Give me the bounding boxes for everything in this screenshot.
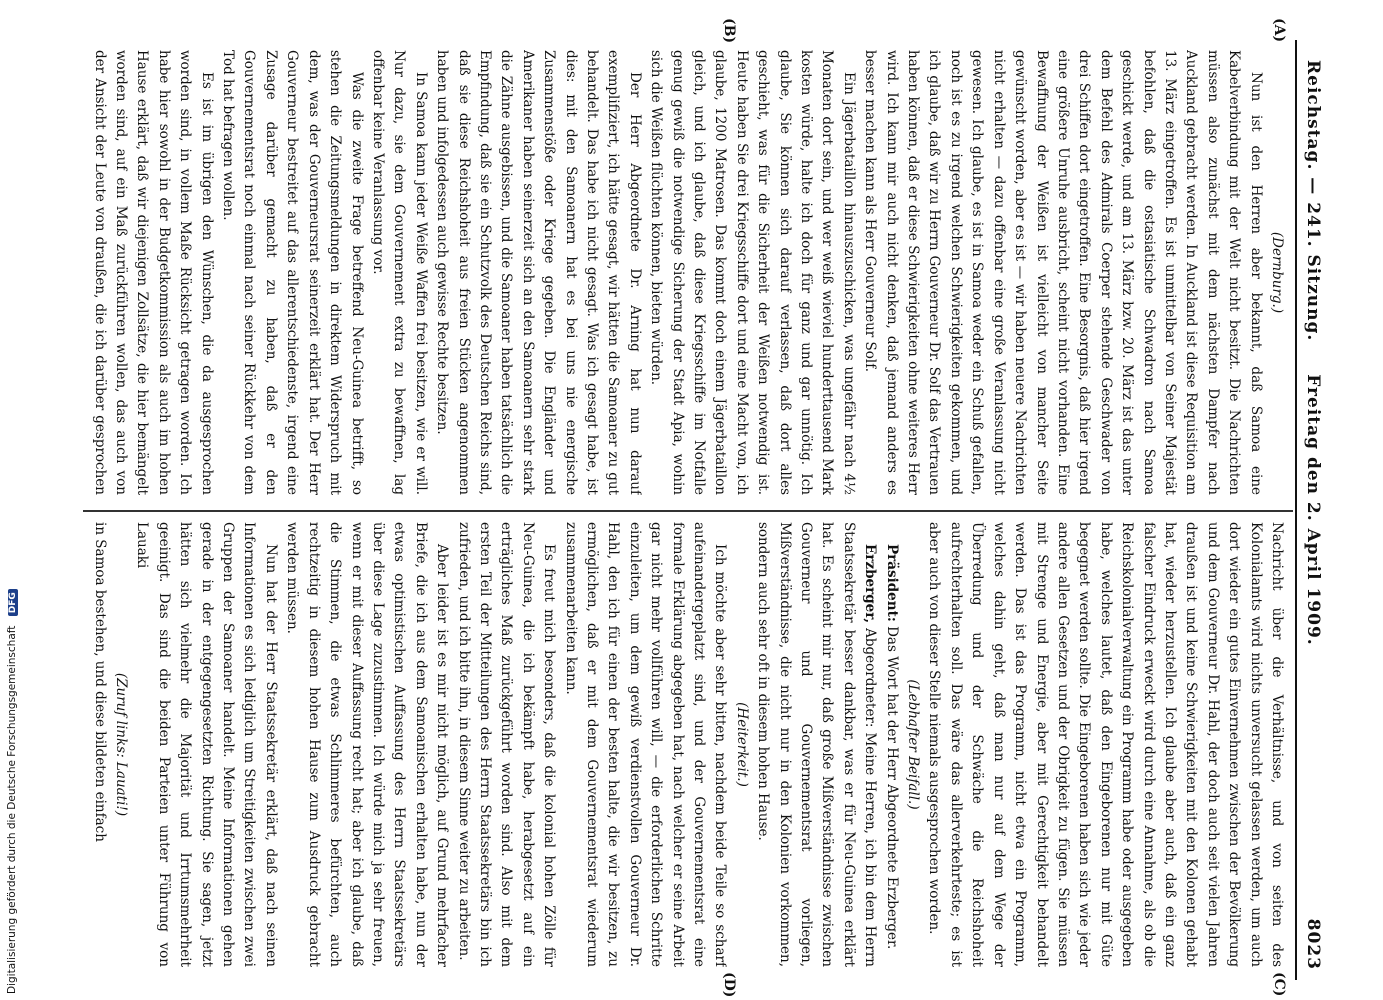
paragraph: Ich möchte aber sehr bitten, nachdem beide Teile so scharf aufeinandergeplatzt sind, und der Gouvernementsrat eine formale Erklärung abgegeben hat, nach welcher er seine Arbeit gar nicht mehr vollführen will, — die erforderlichen Schritte einzuleiten, um dem gewiß verdienstvollen Gouverneur Dr. Hahl, den ich für einen der besten halte, die wir besitzen, zu ermöglichen, daß er mit dem Gouvernementsrat wiederum zusammenarbeiten kann. <box>562 522 729 967</box>
paragraph: Nun hat der Herr Staatssekretär erklärt, daß nach seinen Informationen es sich lediglich um Streitigkeiten zwischen zwei Gruppen der Samoaner handelt. Meine Informationen gehen gerade in der entgegengesetzten Richtung. Sie sagen, jetzt hätten sich vielmehr die Majorität und Irrtumsmehrheit geeinigt. Das sind die beiden Parteien unter Führung von Lauaki <box>134 522 279 967</box>
speaker-name: Präsident: <box>883 544 900 622</box>
column-divider <box>83 510 1293 512</box>
stage-direction: (Heiterkeit.) <box>733 702 750 787</box>
paragraph: Was die zweite Frage betreffend Neu-Guinea betrifft, so stehen die Zeitungsmeldungen in direktem Widerspruch mit dem, was der Gouverneursrat seinerzeit erklärt hat. Der Herr Gouverneur bestreitet auf das allerentschiedenste, irgend eine Zusage darüber gemacht zu haben, daß er den Gouvernementsrat noch einmal nach seiner Rückkehr von dem Tod hat befragen wollen. <box>220 50 365 495</box>
page-header <box>1295 40 1333 980</box>
paragraph: Es ist im übrigen den Wünschen, die da ausgesprochen worden sind, in vollem Maße Rücksicht getragen worden. Ich habe hier sowohl in der Budgetkommission als auch im hohen Hause erklärt, daß wir diejenigen Zollsätze, die hier bemängelt worden sind, auf ein Maß zurückführen wollen, das auch von der Ansicht der Leute von draußen, die ich darüber gesprochen <box>91 50 215 495</box>
paragraph: Aber leider ist es mir nicht möglich, auf Grund mehrfacher Briefe, die ich aus dem Samoanischen erhalten habe, nun der etwas optimistischen Auffassung des Herrn Staatssekretärs über diese Lage zuzustimmen. Ich würde mich ja sehr freuen, wenn er mit dieser Auffassung recht hat; aber ich glaube, daß die Stimmen, die etwas Schlimmeres befürchten, auch rechtzeitig in diesem hohen Hause zum Ausdruck gebracht werden müssen. <box>284 522 451 967</box>
dfg-logo: DFG <box>8 589 18 616</box>
header-left: Reichstag. — 241. Sitzung. <box>1303 60 1323 342</box>
paragraph: Der Herr Abgeordnete Dr. Arning hat nun darauf exemplifiziert, ich hätte gesagt, wir hätten die Samoaner zu gut behandelt. Das habe ich nicht gesagt. Was ich gesagt habe, ist dies: mit den Samoanern hat es bei uns nie energische Zusammenstöße oder Kriege gegeben. Die Engländer und Amerikaner haben seinerzeit sich an den Samoanern sehr stark die Zähne ausgebissen, und die Samoaner haben tatsächlich die Empfindung, daß sie ein Schutzvolk des Deutschen Reichs sind, daß sie diese Reichshoheit aus freien Stücken angenommen haben und infolgedessen auch gewisse Rechte besitzen. <box>434 50 643 495</box>
margin-marker-d: (D) <box>721 972 737 998</box>
rotated-page <box>63 18 1333 998</box>
margin-marker-c: (C) <box>1271 972 1287 997</box>
credit-text: Digitalisierung gefördert durch die Deutsche Forschungsgemeinschaft <box>6 625 18 994</box>
paragraph: Nun ist den Herren aber bekannt, daß Samoa eine Kabelverbindung mit der Welt nicht besitzt. Die Nachrichten müssen also zunächst mit dem nächsten Dampfer nach Auckland gebracht werden. In Auckland ist diese Requisition am 13. März eingetroffen. Es ist unmittelbar von Seiner Majestät befohlen, daß die ostasiatische Schwadron nach Samoa geschickt werde, und am 13. März bzw. 20. März ist das unter dem Befehl des Admirals Coerper stehende Geschwader von drei Schiffen dort eingetroffen. Eine Besorgnis, daß hier irgend eine größere Unruhe ausbricht, scheint nicht vorhanden. Eine Bewaffnung der Weißen ist vielleicht von mancher Seite gewünscht worden, aber es ist — wir haben neuere Nachrichten nicht erhalten — dazu offenbar eine große Veranlassung nicht gewesen. Ich glaube, es ist in Samoa weder ein Schuß gefallen, noch ist es zu irgend welchen Schwierigkeiten gekommen, und ich glaube, daß wir zu Herrn Gouverneur Dr. Solf das Vertrauen haben können, daß er diese Schwierigkeiten ohne weiteres Herr wird. Ich kann mir auch nicht denken, daß jemand anders es besser machen kann als Herr Gouverneur Solf. <box>862 50 1264 495</box>
interjection: (Zuruf links: Lauati!) <box>113 672 130 817</box>
column-right <box>87 522 1287 967</box>
page-number: 8023 <box>1303 918 1323 970</box>
paragraph: in Samoa bestehen, und diese bildeten einfach <box>91 522 108 842</box>
president-line <box>880 522 901 967</box>
speaker-name: Erzberger, <box>862 544 879 624</box>
speaker-role: Abgeordneter: <box>862 628 879 728</box>
stage-direction: (Lebhafter Beifall.) <box>905 679 922 810</box>
paragraph: Nachricht über die Verhältnisse, und von seiten des Kolonialamts wird nichts unversucht gelassen werden, um auch dort wieder ein gutes Einvernehmen zwischen der Bevölkerung und dem Gouverneur Dr. Hahl, der doch auch seit vielen Jahren draußen ist und keine Schwierigkeiten mit den Kolonen gehabt hat, wieder herzustellen. Ich glaube aber auch, daß ein ganz falscher Eindruck erweckt wird durch eine Annahme, als ob die Reichskolonialverwaltung ein Programm habe oder ausgegeben habe, welches lautet, daß den Eingeborenen nur mit Güte begegnet werden sollte. Die Eingeborenen haben sich wie jeder andere allen Gesetzen und der Obrigkeit zu fügen. Sie müssen mit Strenge und Energie, aber mit Gerechtigkeit behandelt werden. Das ist das Programm, nicht etwa ein Programm, welches dahin geht, daß man nur auf dem Wege der Überredung und der Schwäche die Reichshoheit aufrechterhalten soll. Das wäre das allerverkehrteste; es ist aber auch von dieser Stelle niemals ausgesprochen worden. <box>926 522 1285 967</box>
margin-marker-b: (B) <box>721 18 737 44</box>
margin-marker-a: (A) <box>1271 18 1287 43</box>
side-credit <box>6 592 26 994</box>
speaker-tag: (Dernburg.) <box>1269 231 1285 314</box>
speech-text: Das Wort hat der Herr Abgeordnete Erzberger. <box>883 626 900 950</box>
erzberger-line <box>752 522 880 967</box>
paragraph: Ein Jägerbataillon hinauszuschicken, was ungefähr nach 4½ Monaten dort sein, und wer weiß wieviel hunderttausend Mark kosten würde, halte ich doch für ganz und gar unnötig. Ich glaube, Sie können sich darauf verlassen, daß dort alles geschieht, was für die Sicherheit der Weißen notwendig ist. Heute haben Sie drei Kriegsschiffe dort und eine Macht von, ich glaube, 1200 Matrosen. Das kommt doch einem Jägerbataillon gleich, und ich glaube, daß diese Kriegsschiffe im Notfalle genug gewiß die notwendige Sicherung der Stadt Apia, wohin sich die Weißen flüchten können, bieten würden. <box>648 50 857 495</box>
header-date: Freitag den 2. April 1909. <box>1303 374 1323 646</box>
paragraph: Es freut mich besonders, daß die kolonial hohen Zölle für Neu-Guinea, die ich bekämpft habe, herabgesetzt auf ein erträgliches Maß zurückgeführt worden sind. Also mit dem ersten Teil der Mitteilungen des Herrn Staatssekretärs bin ich zufrieden, und ich bitte ihn, in diesem Sinne weiter zu arbeiten. <box>455 522 558 967</box>
paragraph: In Samoa kann jeder Weiße Waffen frei besitzen, wie er will. Nur dazu, sie dem Gouvernement extra zu bewaffnen, lag offenbar keine Veranlassung vor. <box>369 50 429 495</box>
speech-text: Meine Herren, ich bin dem Herrn Staatssekretär besser dankbar, was er für Neu-Guinea erklärt hat. Es scheint mir nur, daß große Mißverständnisse zwischen Gouverneur und Gouvernementsrat vorliegen, Mißverständnisse, die nicht nur in den Kolonien vorkommen, sondern auch sehr oft in diesem hohen Hause. <box>755 522 879 967</box>
column-left <box>87 50 1287 495</box>
